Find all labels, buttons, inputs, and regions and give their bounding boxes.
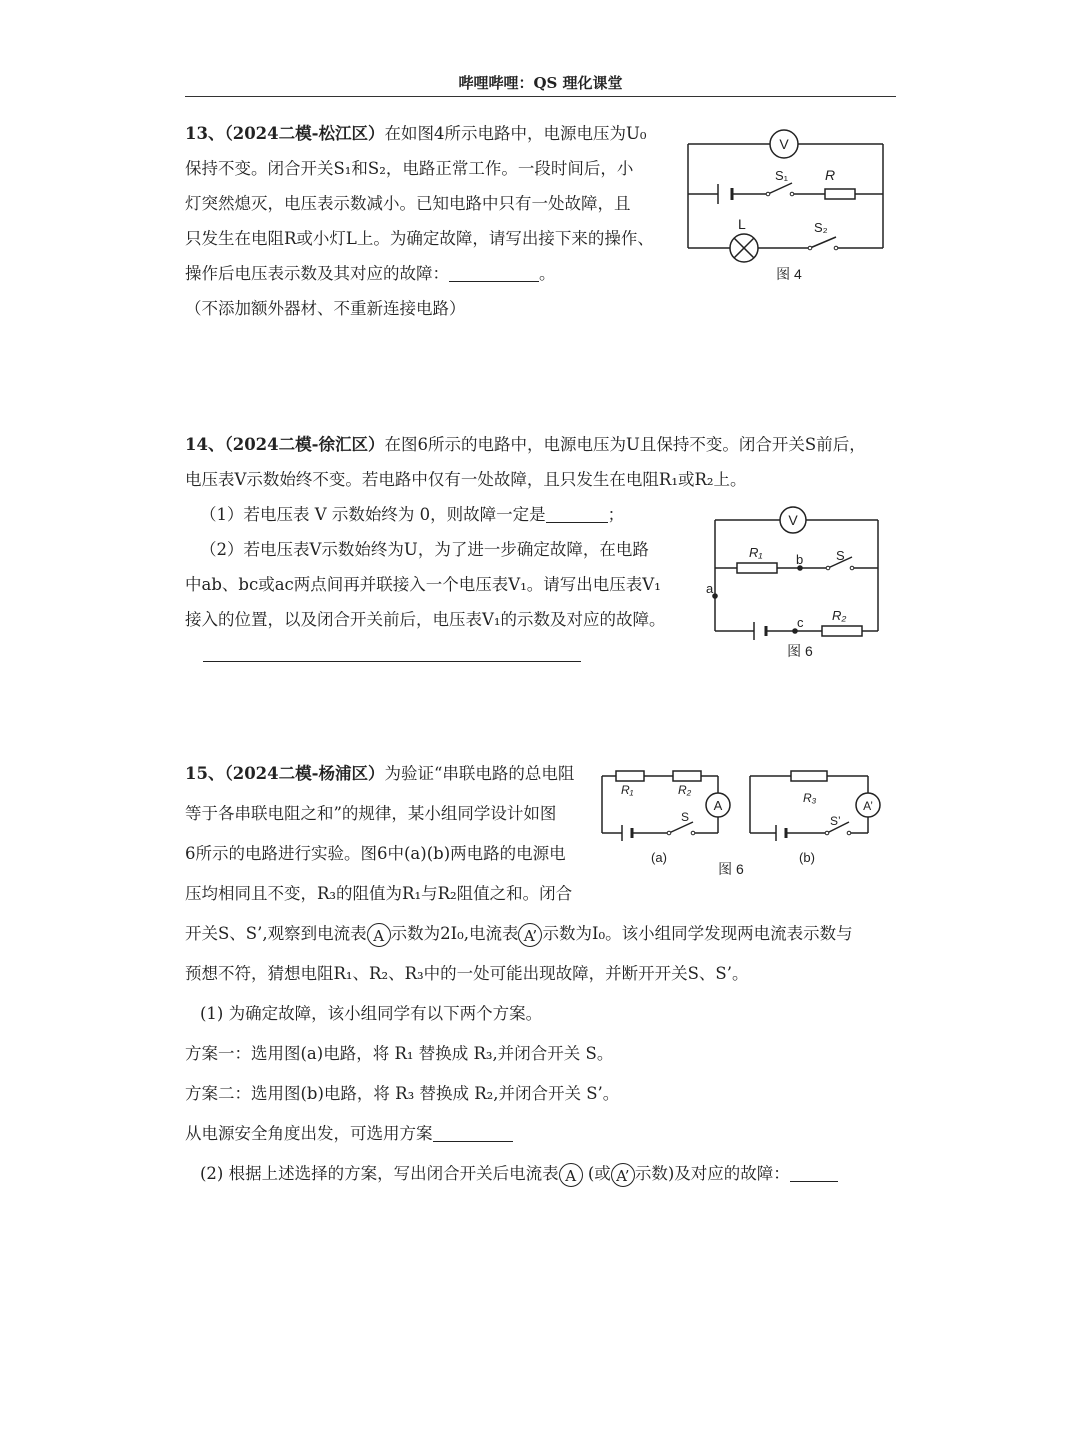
- q13-line4: 只发生在电阻R或小灯L上。为确定故障，请写出接下来的操作、: [185, 229, 654, 248]
- q15-label-a: (a): [651, 850, 667, 865]
- q13-circuit-figure: [680, 122, 900, 292]
- q14-node-c-label: c: [797, 615, 804, 630]
- q14-figure-caption: 图 6: [787, 643, 813, 659]
- q15-choose-blank: [433, 1123, 513, 1142]
- ammeter-a-prime-icon: A’: [518, 923, 542, 947]
- resistor-r1: [616, 771, 644, 781]
- q13-voltmeter-label: V: [779, 136, 789, 152]
- q15-circuit-figure: [595, 763, 890, 883]
- q13-s2-label: S₂: [814, 220, 828, 235]
- q15-ammeter-a-prime-label: A’: [863, 799, 873, 813]
- switch-pivot: [766, 192, 770, 196]
- q14-number: 14、（2024二模-徐汇区）: [185, 435, 385, 454]
- q15-part2-blank: [790, 1163, 838, 1182]
- q15-plan1: 方案一：选用图(a)电路，将 R₁ 替换成 R₃,并闭合开关 S。: [185, 1044, 614, 1063]
- resistor-r3: [791, 771, 827, 781]
- q14-part1: （1）若电压表 V 示数始终为 0，则故障一定是 ；: [200, 505, 625, 524]
- q13-line6: （不添加额外器材、不重新连接电路）: [185, 299, 466, 318]
- ammeter-a-icon: A: [367, 923, 391, 947]
- resistor-r2: [673, 771, 701, 781]
- ammeter-a-icon: A: [559, 1163, 583, 1187]
- q15-line2: 等于各串联电阻之和”的规律，某小组同学设计如图: [185, 804, 557, 823]
- q14-line2: 电压表V示数始终不变。若电路中仅有一处故障，且只发生在电阻R₁或R₂上。: [185, 470, 747, 489]
- q14-circuit-figure: [700, 505, 890, 665]
- q13-s1-label: S₁: [775, 168, 789, 183]
- resistor-r2: [822, 626, 862, 636]
- resistor-r: [825, 189, 855, 199]
- q15-r3-label: R₃: [803, 791, 817, 805]
- q15-figure-caption: 图 6: [718, 861, 744, 877]
- q15-r1-label: R₁: [621, 783, 634, 797]
- q15-switch-s-label: S: [681, 810, 690, 824]
- q15-ammeter-a-label: A: [713, 798, 723, 813]
- q15-r2-label: R₂: [678, 783, 692, 797]
- page-header: 哔哩哔哩：QS 理化课堂: [458, 74, 623, 92]
- ammeter-a-prime-icon: A’: [611, 1163, 635, 1187]
- q15-number: 15、（2024二模-杨浦区）: [185, 764, 385, 783]
- header-rule: [185, 96, 896, 97]
- q15-line5: 开关S、S’,观察到电流表 A 示数为2I₀,电流表 A’ 示数为I₀。该小组同学发现两电流表示数与: [185, 924, 853, 945]
- resistor-r1: [737, 563, 777, 573]
- q14-part2-line1: （2）若电压表V示数始终为U，为了进一步确定故障，在电路: [200, 540, 649, 559]
- q15-line3: 6所示的电路进行实验。图6中(a)(b)两电路的电源电: [185, 844, 566, 863]
- q14-answer-line: [203, 661, 581, 662]
- q13-number: 13、（2024二模-松江区）: [185, 124, 385, 143]
- q15-label-b: (b): [799, 850, 815, 865]
- q13-r-label: R: [825, 167, 836, 183]
- q14-r1-label: R₁: [749, 545, 763, 560]
- q13-figure-caption: 图 4: [776, 266, 802, 282]
- q15-choose: 从电源安全角度出发，可选用方案: [185, 1116, 513, 1151]
- q13-line1: 13、（2024二模-松江区）在如图4所示电路中，电源电压为U₀: [185, 124, 647, 143]
- q14-part1-blank: [546, 504, 608, 523]
- q14-switch-label: S: [836, 548, 845, 563]
- q14-r2-label: R₂: [832, 608, 847, 623]
- q14-part2-line2: 中ab、bc或ac两点间再并联接入一个电压表V₁。请写出电压表V₁: [185, 575, 661, 594]
- q14-voltmeter-label: V: [788, 512, 798, 528]
- q15-line1: 15、（2024二模-杨浦区）为验证“串联电路的总电阻: [185, 764, 575, 783]
- switch-contact: [790, 192, 794, 196]
- q14-node-a-label: a: [706, 581, 714, 596]
- q13-lamp-label: L: [738, 216, 746, 232]
- q13-line5: 操作后电压表示数及其对应的故障： 。: [185, 264, 556, 283]
- q13-line3: 灯突然熄灭，电压表示数减小。已知电路中只有一处故障，且: [185, 194, 631, 213]
- q13-answer-blank: [449, 263, 539, 282]
- q14-part2-line3: 接入的位置，以及闭合开关前后，电压表V₁的示数及对应的故障。: [185, 610, 666, 629]
- q15-line4: 压均相同且不变，R₃的阻值为R₁与R₂阻值之和。闭合: [185, 884, 573, 903]
- q14-line1: 14、（2024二模-徐汇区）在图6所示的电路中，电源电压为U且保持不变。闭合开关S前后，: [185, 435, 866, 454]
- q15-part2: (2) 根据上述选择的方案，写出闭合开关后电流表 A (或 A’ 示数)及对应的故障：: [200, 1156, 838, 1191]
- q13-line2: 保持不变。闭合开关S₁和S₂，电路正常工作。一段时间后，小: [185, 159, 634, 178]
- q15-switch-s-prime-label: S’: [830, 814, 841, 828]
- q15-plan2: 方案二：选用图(b)电路，将 R₃ 替换成 R₂,并闭合开关 S’。: [185, 1084, 620, 1103]
- q15-part1: (1) 为确定故障，该小组同学有以下两个方案。: [200, 1004, 543, 1023]
- q14-node-b-label: b: [796, 552, 804, 567]
- q15-line6: 预想不符，猜想电阻R₁、R₂、R₃中的一处可能出现故障，并断开开关S、S’。: [185, 964, 749, 983]
